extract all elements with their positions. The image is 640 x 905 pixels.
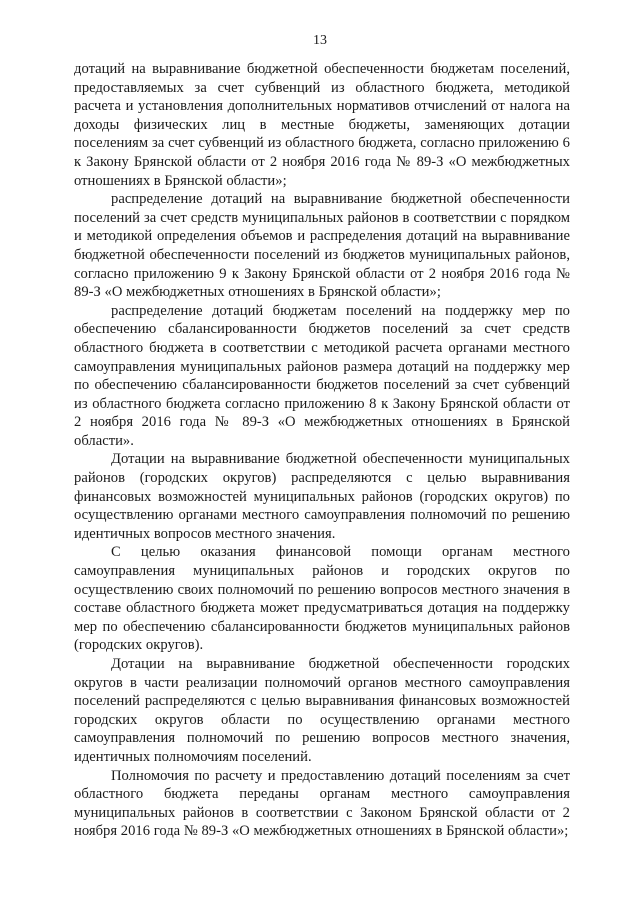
paragraph: С целью оказания финансовой помощи органам местного самоуправления муниципальных районов и городских округов по осуществлению своих полномочий по решению вопросов местного значения в составе областного бюджета может предусматриваться дотация на поддержку мер по обеспечению сбалансированности бюджетов муниципальных районов (городских округов). [74, 544, 570, 654]
paragraph-continuation: дотаций на выравнивание бюджетной обеспеченности бюджетам поселений, предоставляемых за счет субвенций из областного бюджета, методикой расчета и установления дополнительных нормативов отчислений от налога на доходы физических лиц в местные бюджеты, заменяющих дотации поселениям за счет субвенций из областного бюджета, согласно приложению 6 к Закону Брянской области от 2 ноября 2016 года № 89-З «О межбюджетных отношениях в Брянской области»; [74, 61, 570, 189]
paragraph: Полномочия по расчету и предоставлению дотаций поселениям за счет областного бюджета переданы органам местного самоуправления муниципальных районов в соответствии с Законом Брянской области от 2 ноября 2016 года № 89-З «О межбюджетных отношениях в Брянской области»; [74, 767, 570, 840]
paragraph: распределение дотаций бюджетам поселений на поддержку мер по обеспечению сбалансированности бюджетов поселений за счет средств областного бюджета в соответствии с методикой расчета органами местного самоуправления муниципальных районов размера дотаций на поддержку мер по обеспечению сбалансированности бюджетов поселений за счет субвенций из областного бюджета согласно приложению 8 к Закону Брянской области от 2 ноября 2016 года № 89-З «О межбюджетных отношениях в Брянской области». [74, 302, 570, 449]
paragraph: распределение дотаций на выравнивание бюджетной обеспеченности поселений за счет средств муниципальных районов в соответствии с порядком и методикой определения объемов и распределения дотаций на выравнивание бюджетной обеспеченности поселений из бюджетов муниципальных районов, согласно приложению 9 к Закону Брянской области от 2 ноября 2016 года № 89-З «О межбюджетных отношениях в Брянской области»; [74, 191, 570, 301]
page-number: 13 [313, 33, 327, 48]
paragraph: Дотации на выравнивание бюджетной обеспеченности муниципальных районов (городских округов) распределяются с целью выравнивания финансовых возможностей муниципальных районов (городских округов) по осуществлению органами местного самоуправления полномочий по решению идентичных вопросов местного значения. [74, 451, 570, 542]
paragraph: Дотации на выравнивание бюджетной обеспеченности городских округов в части реализации полномочий органов местного самоуправления поселений распределяются с целью выравнивания финансовых возможностей городских округов области по осуществлению органами местного самоуправления полномочий по решению вопросов местного значения, идентичных полномочиям поселений. [74, 656, 570, 765]
document-body [74, 60, 570, 841]
